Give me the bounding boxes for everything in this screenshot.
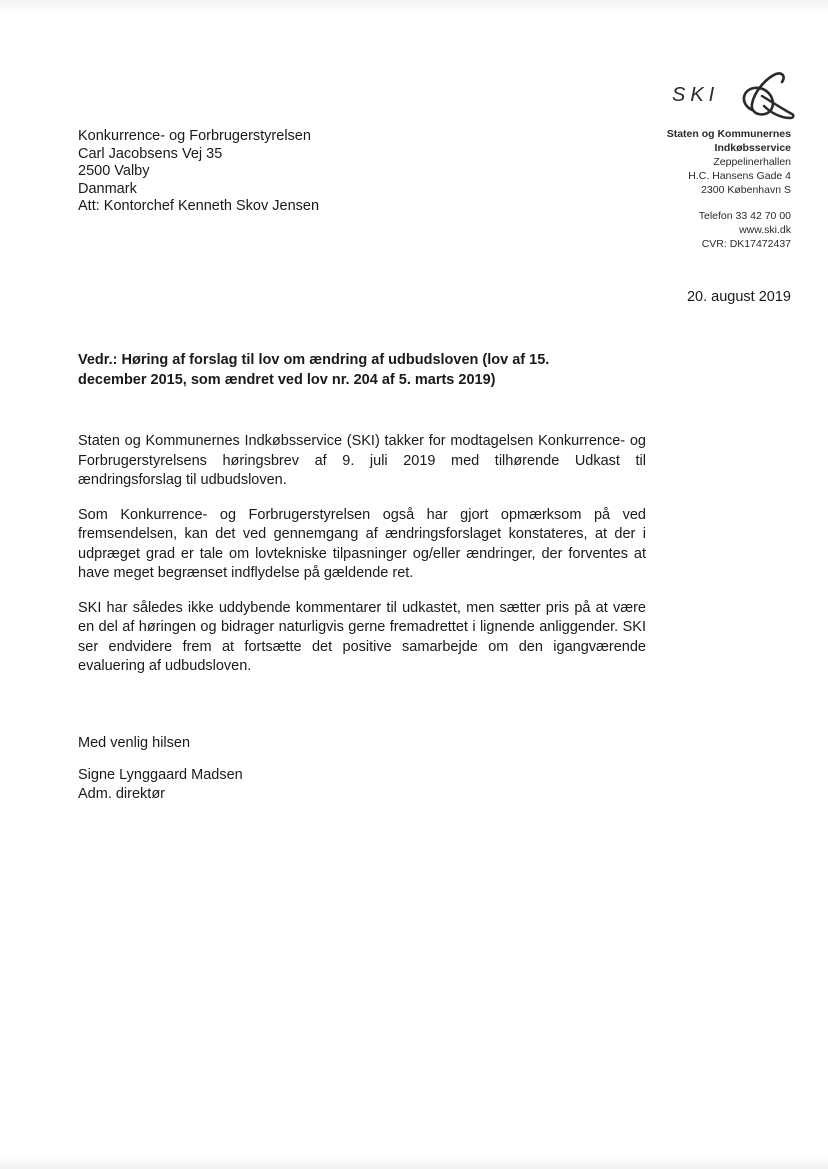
subject-heading — [78, 350, 578, 390]
letter-body — [78, 432, 646, 692]
recipient-country: Danmark — [78, 180, 137, 197]
ski-logo — [672, 68, 796, 124]
signatory-name: Signe Lynggaard Madsen — [78, 766, 243, 783]
sender-building: Zeppelinerhallen — [713, 156, 791, 168]
signatory-title: Adm. direktør — [78, 786, 166, 802]
body-paragraph-1: Staten og Kommunernes Indkøbsservice (SKI) takker for modtagelsen Konkurrence- og Forbrugerstyrelsens høringsbrev af 9. juli 2019 med tilhørende Udkast til ændringsforslag til udbudsloven. — [78, 433, 646, 488]
sender-cvr: CVR: DK17472437 — [701, 238, 791, 250]
recipient-street: Carl Jacobsens Vej 35 — [78, 145, 223, 162]
sender-name-line2: Indkøbsservice — [714, 142, 791, 154]
page-edge-bottom — [0, 1157, 828, 1169]
recipient-attention: Att: Kontorchef Kenneth Skov Jensen — [78, 198, 320, 214]
sender-gap — [667, 197, 791, 209]
sender-phone: Telefon 33 42 70 00 — [698, 210, 791, 222]
recipient-organisation: Konkurrence- og Forbrugerstyrelsen — [78, 128, 311, 144]
recipient-block — [78, 128, 319, 216]
sender-name-line1: Staten og Kommunernes — [666, 128, 791, 140]
body-paragraph-3: SKI har således ikke uddybende kommentarer til udkastet, men sætter pris på at være en del af høringen og bidrager naturligvis gerne fremadrettet i lignende anliggender. SKI ser endvidere frem at fortsætte det positive samarbejde om den igangværende evaluering af udbudsloven. — [78, 599, 646, 674]
closing-greeting: Med venlig hilsen — [78, 735, 191, 751]
letter-date: 20. august 2019 — [686, 289, 791, 305]
recipient-city: 2500 Valby — [78, 163, 150, 179]
subject-line1: Vedr.: Høring af forslag til lov om ændring af udbudsloven (lov af 15. — [78, 352, 550, 368]
ski-swirl-logo-icon — [732, 68, 796, 122]
closing-block — [78, 734, 243, 805]
subject-line2: december 2015, som ændret ved lov nr. 204 af 5. marts 2019) — [78, 372, 496, 388]
sender-street: H.C. Hansens Gade 4 — [688, 170, 791, 182]
page-edge-top — [0, 0, 828, 14]
sender-city: 2300 København S — [701, 184, 791, 196]
logo-text: SKI — [672, 84, 720, 106]
body-paragraph-2: Som Konkurrence- og Forbrugerstyrelsen også har gjort opmærksom på ved fremsendelsen, kan det ved gennemgang af ændringsforslaget konstateres, at der i udpræget grad er tale om lovtekniske tilpasninger og/eller ændringer, der forventes at have meget begrænset indflydelse på gældende ret. — [78, 506, 646, 581]
sender-web: www.ski.dk — [739, 224, 791, 236]
sender-block — [667, 127, 791, 251]
